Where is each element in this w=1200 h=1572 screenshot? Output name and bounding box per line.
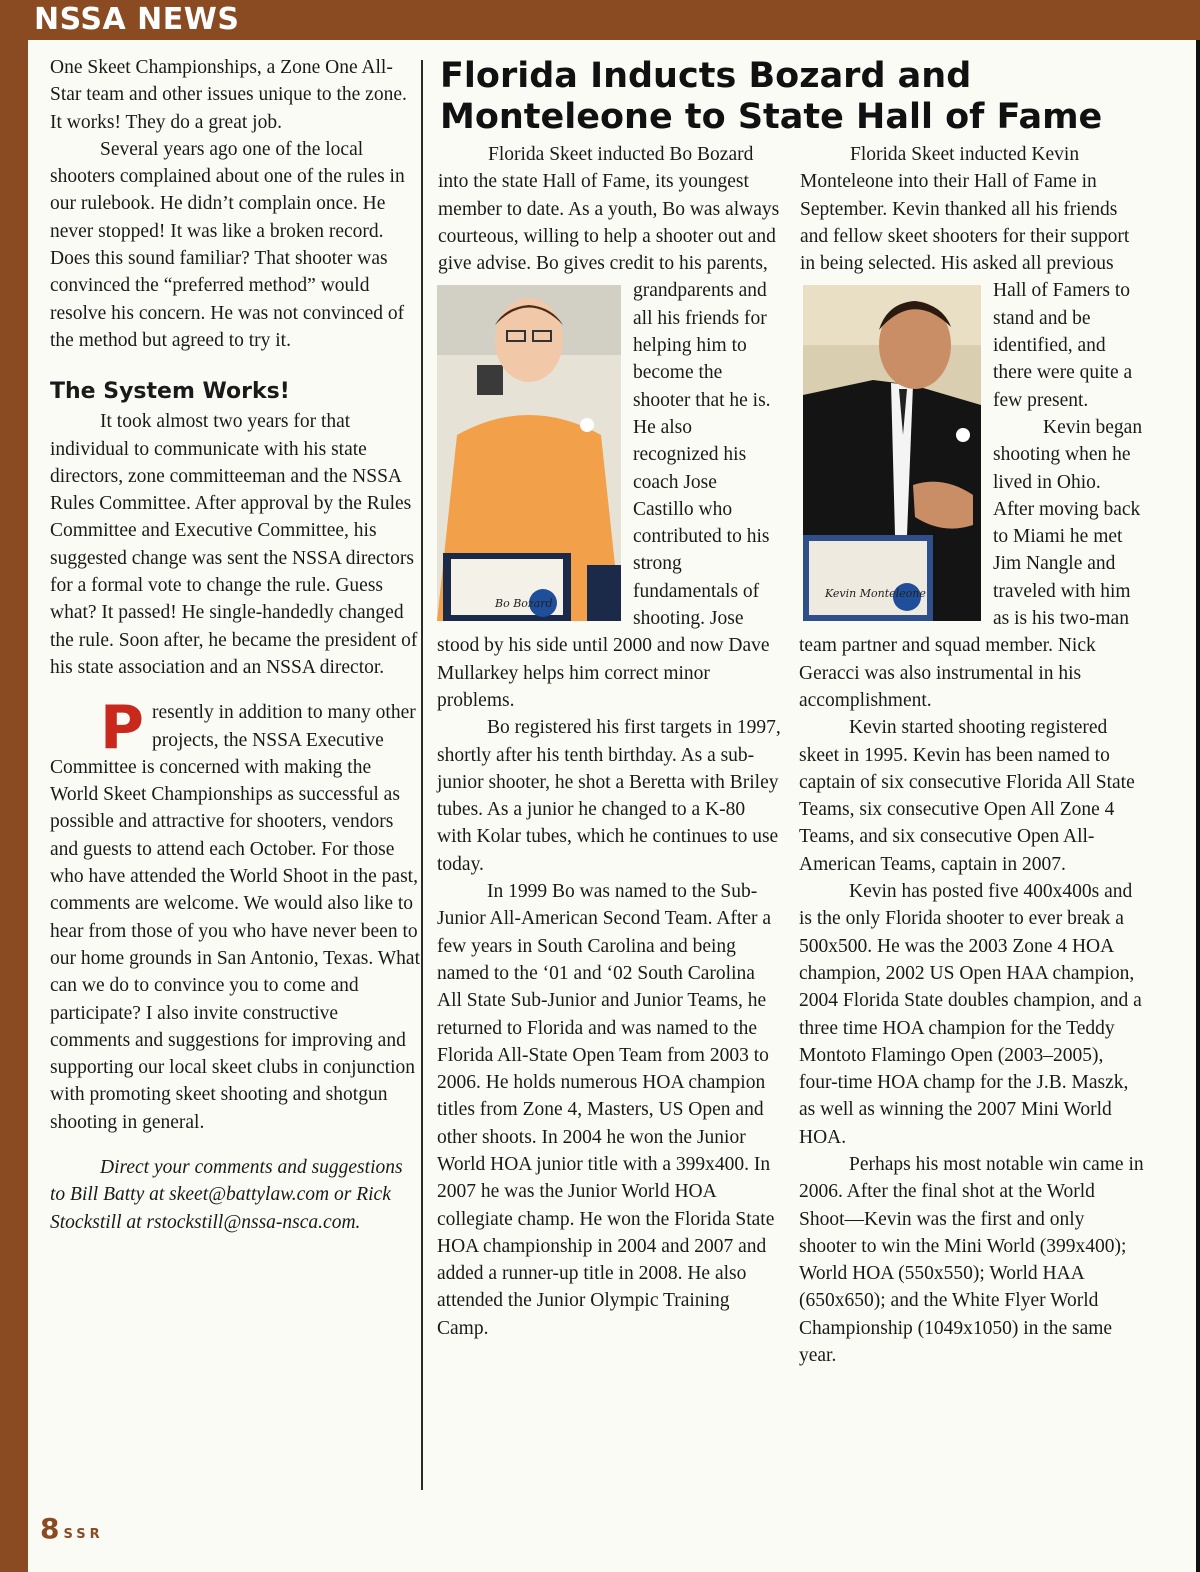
page-folio bbox=[40, 1512, 104, 1545]
paragraph: Bo registered his first targets in 1997, shortly after his tenth birthday. As a sub-junior shooter, he shot a Beretta with Briley tubes. As a junior he changed to a K-80 with Kolar tubes, which he continues to use today. bbox=[437, 717, 781, 875]
paragraph-text: Florida Skeet inducted Bo Bozard into the state Hall of Fame, its youngest member to date. As a youth, Bo was always courteous, willing to help a shooter out and give advise. Bo gives credit to his parents, grandparents and all his friends for helping him to become the shooter that he is. He also recognized his coach Jose Castillo who contributed to his strong fundamentals of shooting. Jose stood by his side until 2000 and now Dave Mullarkey helps him correct minor problems. bbox=[437, 144, 780, 711]
left-column bbox=[50, 54, 420, 1236]
kevin-plaque-text: Kevin Monteleone bbox=[825, 587, 926, 600]
kevin-monteleone-photo bbox=[803, 285, 981, 621]
bo-plaque-text: Bo Bozard bbox=[495, 597, 553, 610]
paragraph: Kevin began shooting when he lived in Ohio. After moving back to Miami he met Jim Nangle and traveled with him as is his two-man team partner and squad member. Nick Geracci was also instrumental in his accomplishment. bbox=[799, 416, 1143, 711]
article-headline: Florida Inducts Bozard and Monteleone to State Hall of Fame bbox=[440, 56, 1103, 137]
magazine-abbrev: SSR bbox=[63, 1527, 104, 1542]
subheading: The System Works! bbox=[50, 379, 290, 405]
page-edge bbox=[1196, 40, 1200, 1572]
page-number: 8 bbox=[40, 1512, 60, 1545]
drop-cap: P bbox=[100, 693, 144, 764]
contact-note: Direct your comments and suggestions to Bill Batty at skeet@battylaw.com or Rick Stockstill at rstockstill@nssa-nsca.com. bbox=[50, 1156, 403, 1233]
paragraph bbox=[50, 693, 421, 1136]
paragraph: Several years ago one of the local shooters complained about one of the rules in our rulebook. He didn’t complain once. He never stopped! It was like a broken record. Does this sound familiar? That shooter was convinced the “preferred method” would resolve his concern. He was not convinced of the method but agreed to try it. bbox=[50, 138, 405, 351]
paragraph: Perhaps his most notable win came in 2006. After the final shot at the World Shoot—Kevin was the first and only shooter to win the Mini World (399x400); World HOA (550x550); World HAA (650x650); and the White Flyer World Championship (1049x1050) in the same year. bbox=[799, 1153, 1144, 1367]
bo-bozard-photo bbox=[437, 285, 621, 621]
paragraph-text: resently in addition to many other projects, the NSSA Executive Committee is concerned with making the World Skeet Championships as successful as possible and attractive for shooters, vendors and guests to attend each October. For those who have attended the World Shoot in the past, comments are welcome. We would also like to hear from those of you who have never been to our home grounds in San Antonio, Texas. What can we do to convince you to come and participate? I also invite constructive comments and suggestions for improving and supporting our local skeet clubs in conjunction with promoting skeet shooting and shotgun shooting in general. bbox=[50, 702, 421, 1133]
paragraph: It took almost two years for that individual to communicate with his state directors, zone committeeman and the NSSA Rules Committee. After approval by the Rules Committee and Executive Committee, his suggested change was sent the NSSA directors for a formal vote to change the rule. Guess what? It passed! He single-handedly changed the rule. Soon after, he became the president of his state association and an NSSA director. bbox=[50, 411, 418, 678]
section-header bbox=[0, 0, 1200, 40]
paragraph: One Skeet Championships, a Zone One All-Star team and other issues unique to the zone. It works! They do a great job. bbox=[50, 57, 407, 133]
paragraph: Florida Skeet inducted Kevin Monteleone into their Hall of Fame in September. Kevin thanked all his friends and fellow skeet shooters for their support in being selected. His asked all previous Hall of Famers to stand and be identified, and there were quite a few present. bbox=[800, 144, 1133, 411]
column-divider bbox=[421, 60, 423, 1490]
paragraph: Kevin started shooting registered skeet in 1995. Kevin has been named to captain of six consecutive Florida All State Teams, six consecutive Open All Zone 4 Teams, and six consecutive Open All-American Teams, captain in 2007. bbox=[799, 717, 1135, 875]
section-title: NSSA NEWS bbox=[34, 2, 240, 37]
paragraph: In 1999 Bo was named to the Sub-Junior All-American Second Team. After a few years in South Carolina and being named to the ‘01 and ‘02 South Carolina All State Sub-Junior and Junior Teams, he returned to Florida and was named to the Florida All-State Open Team from 2003 to 2006. He holds numerous HOA champion titles from Zone 4, Masters, US Open and other shoots. In 2004 he won the Junior World HOA junior title with a 399x400. In 2007 he was the Junior World HOA collegiate champ. He won the Florida State HOA championship in 2004 and 2007 and added a runner-up title in 2008. He also attended the Junior Olympic Training Camp. bbox=[437, 881, 775, 1339]
paragraph: Kevin has posted five 400x400s and is the only Florida shooter to ever break a 500x500. He was the 2003 Zone 4 HOA champion, 2002 US Open HAA champion, 2004 Florida State doubles champion, and a three time HOA champion for the Teddy Montoto Flamingo Open (2003–2005), four-time HOA champ for the J.B. Maszk, as well as winning the 2007 Mini World HOA. bbox=[799, 881, 1142, 1148]
